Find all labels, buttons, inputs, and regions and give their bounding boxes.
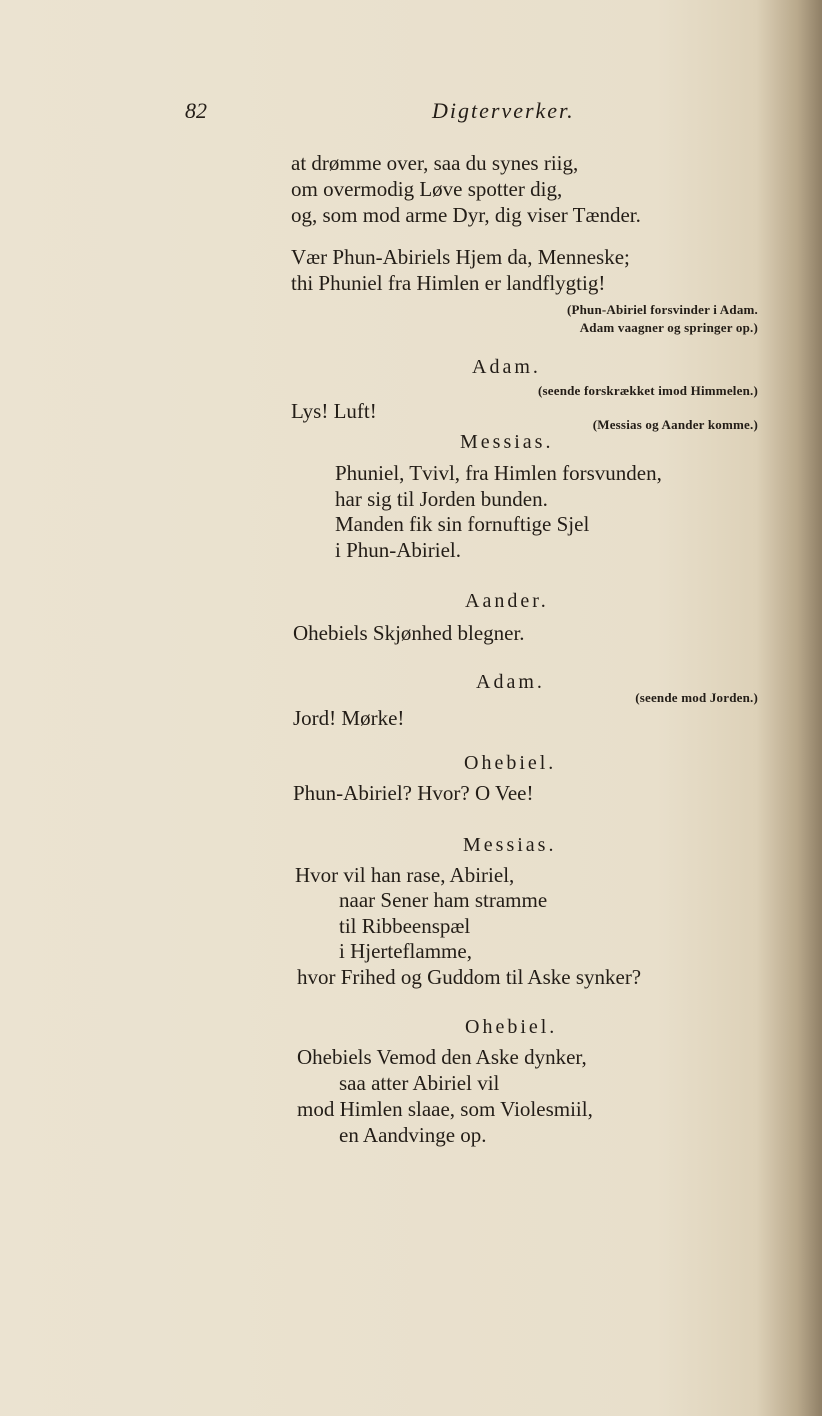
spoken-line: Ohebiels Skjønhed blegner. [293, 621, 525, 645]
verse-line: saa atter Abiriel vil [339, 1071, 500, 1095]
verse-line: en Aandvinge op. [339, 1123, 487, 1147]
page-number: 82 [185, 98, 207, 123]
stage-direction: Adam vaagner og springer op.) [579, 320, 758, 335]
stage-direction: (Messias og Aander komme.) [592, 417, 758, 432]
verse-line: Vær Phun-Abiriels Hjem da, Menneske; [291, 245, 630, 269]
speaker-name: Ohebiel. [465, 1016, 558, 1038]
verse-line: Ohebiels Vemod den Aske dynker, [297, 1045, 587, 1069]
verse-line: og, som mod arme Dyr, dig viser Tænder. [291, 203, 641, 227]
spoken-line: Jord! Mørke! [293, 706, 405, 730]
verse-line: Hvor vil han rase, Abiriel, [295, 863, 515, 887]
verse-line: til Ribbeenspæl [339, 914, 471, 938]
verse-line: om overmodig Løve spotter dig, [291, 177, 563, 201]
stage-direction: (Phun-Abiriel forsvinder i Adam. [566, 302, 758, 317]
verse-line: har sig til Jorden bunden. [335, 487, 548, 511]
verse-line: Phuniel, Tvivl, fra Himlen forsvunden, [335, 461, 662, 485]
verse-line: i Phun-Abiriel. [335, 538, 461, 562]
speaker-name: Adam. [472, 356, 541, 378]
speaker-name: Messias. [463, 834, 557, 856]
speaker-name: Adam. [476, 671, 545, 693]
verse-line: at drømme over, saa du synes riig, [291, 151, 579, 175]
speaker-name: Ohebiel. [464, 752, 557, 774]
verse-line: naar Sener ham stramme [339, 888, 548, 912]
running-title: Digterverker. [432, 98, 575, 123]
verse-line: hvor Frihed og Guddom til Aske synker? [297, 965, 642, 989]
spoken-line: Phun-Abiriel? Hvor? O Vee! [293, 781, 534, 805]
verse-line: Manden fik sin fornuftige Sjel [335, 512, 590, 536]
spoken-line: Lys! Luft! [291, 399, 377, 423]
stage-direction: (seende mod Jorden.) [635, 690, 758, 705]
verse-line: i Hjerteflamme, [339, 939, 472, 963]
verse-line: mod Himlen slaae, som Violesmiil, [297, 1097, 593, 1121]
speaker-name: Messias. [460, 431, 554, 453]
verse-line: thi Phuniel fra Himlen er landflygtig! [291, 271, 606, 295]
stage-direction: (seende forskrækket imod Himmelen.) [537, 383, 758, 398]
speaker-name: Aander. [465, 590, 549, 612]
